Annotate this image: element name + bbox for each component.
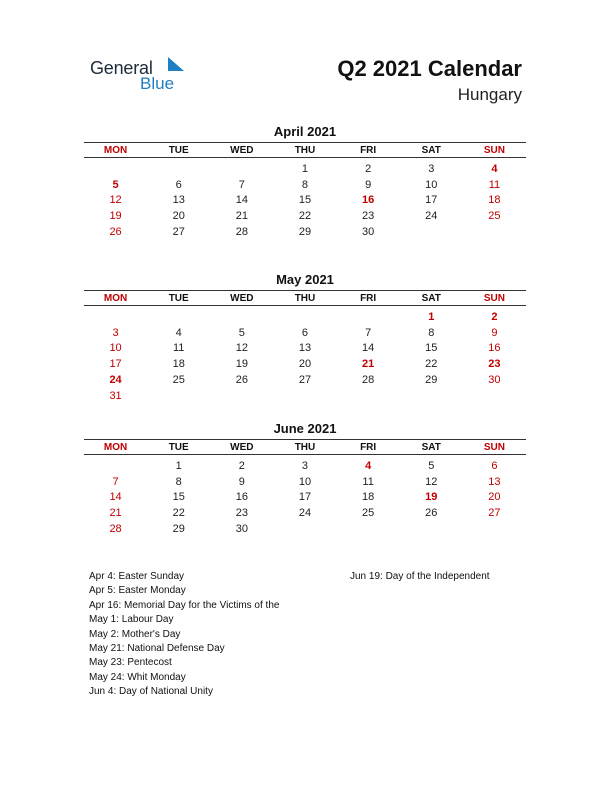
day-cell: 13: [298, 342, 312, 355]
weekday-header-sat: SAT: [421, 144, 441, 156]
weekday-header-fri: FRI: [360, 144, 377, 156]
day-cell: 11: [488, 178, 501, 191]
day-cell: 1: [301, 162, 309, 175]
day-cell: 23: [362, 210, 375, 223]
day-cell: 15: [425, 342, 438, 355]
weekday-header-tue: TUE: [168, 441, 189, 453]
day-cell: 20: [172, 210, 185, 223]
holiday-entry: Jun 4: Day of National Unity: [89, 686, 213, 698]
day-cell: 7: [112, 475, 119, 488]
day-cell: 8: [301, 178, 309, 191]
day-cell: 14: [109, 491, 122, 504]
day-cell: 1: [428, 310, 435, 323]
week-row: [84, 372, 526, 388]
day-cell: 12: [235, 342, 248, 355]
day-cell: 30: [235, 523, 248, 536]
weekday-header-wed: WED: [230, 292, 254, 304]
day-cell: 16: [488, 342, 501, 355]
week-row: [84, 356, 526, 372]
day-cell: 28: [109, 523, 122, 536]
day-cell: 24: [425, 210, 438, 223]
weekday-header-row: [84, 290, 526, 306]
holiday-entry: Jun 19: Day of the Independent: [350, 571, 490, 582]
day-cell: 7: [365, 326, 372, 339]
day-cell: 2: [491, 310, 498, 323]
day-cell: 26: [425, 507, 438, 520]
day-cell: 19: [425, 491, 438, 504]
holiday-entry: May 23: Pentecost: [89, 657, 172, 669]
weekday-header-thu: THU: [294, 144, 316, 156]
holiday-entry: Apr 5: Easter Monday: [89, 585, 186, 597]
day-cell: 29: [298, 226, 312, 239]
day-cell: 12: [425, 475, 438, 488]
weekday-header-thu: THU: [294, 441, 316, 453]
month-title: May 2021: [276, 272, 334, 287]
page-title: Q2 2021 Calendar: [337, 56, 522, 81]
day-cell: 22: [425, 358, 438, 371]
day-cell: 27: [172, 226, 185, 239]
week-row: [84, 193, 526, 209]
day-cell: 8: [428, 326, 435, 339]
weekday-header-sun: SUN: [483, 292, 505, 304]
day-cell: 6: [175, 178, 182, 191]
calendar-weeks: [84, 158, 526, 240]
day-cell: 14: [362, 342, 375, 355]
day-cell: 4: [491, 162, 498, 175]
month-april: [84, 124, 526, 240]
day-cell: 29: [425, 374, 438, 387]
weekday-header-wed: WED: [230, 144, 254, 156]
logo-blue-text: Blue: [140, 74, 175, 93]
day-cell: 12: [109, 194, 122, 207]
day-cell: 2: [238, 459, 245, 472]
weekday-header-tue: TUE: [168, 292, 189, 304]
logo-general-text: General: [90, 58, 153, 78]
day-cell: 25: [488, 210, 501, 223]
week-row: [84, 521, 526, 537]
day-cell: 17: [298, 491, 312, 504]
week-row: [84, 474, 526, 490]
day-cell: 15: [172, 491, 185, 504]
day-cell: 8: [175, 475, 182, 488]
week-row: [84, 388, 526, 404]
day-cell: 17: [425, 194, 438, 207]
logo-flag-icon: [168, 57, 184, 71]
day-cell: 10: [109, 342, 122, 355]
day-cell: 4: [365, 459, 372, 472]
weekday-header-thu: THU: [294, 292, 316, 304]
weekday-header-tue: TUE: [168, 144, 189, 156]
day-cell: 26: [109, 226, 122, 239]
holiday-entry: Apr 4: Easter Sunday: [89, 571, 185, 582]
weekday-header-sat: SAT: [421, 292, 441, 304]
day-cell: 14: [235, 194, 248, 207]
holiday-list-column-1: [89, 570, 334, 700]
day-cell: 5: [428, 459, 435, 472]
calendar-weeks: [84, 306, 526, 404]
day-cell: 27: [488, 507, 501, 520]
day-cell: 25: [362, 507, 375, 520]
day-cell: 9: [238, 475, 245, 488]
day-cell: 26: [235, 374, 248, 387]
day-cell: 18: [488, 194, 501, 207]
weekday-header-sun: SUN: [483, 441, 505, 453]
day-cell: 23: [235, 507, 248, 520]
day-cell: 5: [112, 178, 119, 191]
day-cell: 21: [109, 507, 122, 520]
day-cell: 9: [491, 326, 498, 339]
day-cell: 3: [301, 459, 309, 472]
day-cell: 16: [235, 491, 248, 504]
weekday-header-mon: MON: [103, 441, 128, 453]
month-may: [84, 272, 526, 404]
day-cell: 6: [301, 326, 309, 339]
day-cell: 31: [109, 389, 122, 402]
holiday-entry: May 1: Labour Day: [89, 614, 174, 626]
weekday-header-mon: MON: [103, 292, 128, 304]
day-cell: 21: [235, 210, 248, 223]
holiday-entry: Apr 16: Memorial Day for the Victims of the: [89, 599, 280, 611]
week-row: [84, 177, 526, 193]
day-cell: 28: [362, 374, 375, 387]
week-row: [84, 490, 526, 506]
day-cell: 20: [298, 358, 312, 371]
day-cell: 17: [109, 358, 122, 371]
day-cell: 11: [173, 342, 185, 355]
week-row: [84, 208, 526, 224]
month-title: April 2021: [273, 124, 337, 139]
week-row: [84, 505, 526, 521]
day-cell: 24: [109, 374, 122, 387]
day-cell: 19: [235, 358, 248, 371]
week-row: [84, 325, 526, 341]
day-cell: 10: [298, 475, 312, 488]
holiday-entry: May 2: Mother's Day: [89, 628, 181, 640]
week-row: [84, 309, 526, 325]
day-cell: 15: [298, 194, 312, 207]
day-cell: 1: [175, 459, 182, 472]
weekday-header-mon: MON: [103, 144, 128, 156]
day-cell: 21: [362, 358, 375, 371]
holiday-list-column-2: [350, 570, 530, 584]
month-june: [84, 421, 526, 537]
day-cell: 20: [488, 491, 501, 504]
day-cell: 13: [172, 194, 185, 207]
day-cell: 3: [428, 162, 435, 175]
day-cell: 22: [298, 210, 312, 223]
weekday-header-sat: SAT: [421, 441, 441, 453]
weekday-header-wed: WED: [230, 441, 254, 453]
day-cell: 22: [172, 507, 185, 520]
day-cell: 18: [362, 491, 375, 504]
day-cell: 7: [238, 178, 245, 191]
weekday-header-sun: SUN: [483, 144, 505, 156]
day-cell: 25: [172, 374, 185, 387]
day-cell: 11: [362, 475, 374, 488]
day-cell: 16: [362, 194, 375, 207]
holiday-entry: May 24: Whit Monday: [89, 671, 186, 683]
week-row: [84, 224, 526, 240]
calendar-weeks: [84, 455, 526, 537]
day-cell: 5: [238, 326, 245, 339]
day-cell: 6: [491, 459, 498, 472]
day-cell: 3: [112, 326, 119, 339]
day-cell: 18: [172, 358, 185, 371]
week-row: [84, 458, 526, 474]
holiday-entry: May 21: National Defense Day: [89, 643, 225, 655]
day-cell: 29: [172, 523, 185, 536]
day-cell: 9: [365, 178, 372, 191]
weekday-header-row: [84, 439, 526, 455]
day-cell: 2: [365, 162, 372, 175]
week-row: [84, 161, 526, 177]
day-cell: 10: [425, 178, 438, 191]
country-name: Hungary: [457, 85, 522, 104]
day-cell: 4: [175, 326, 182, 339]
day-cell: 23: [488, 358, 501, 371]
day-cell: 13: [488, 475, 501, 488]
generalblue-logo: [90, 56, 200, 96]
weekday-header-fri: FRI: [360, 292, 377, 304]
day-cell: 30: [362, 226, 375, 239]
weekday-header-row: [84, 142, 526, 158]
day-cell: 30: [488, 374, 501, 387]
weekday-header-fri: FRI: [360, 441, 377, 453]
month-title: June 2021: [273, 421, 337, 436]
day-cell: 24: [298, 507, 312, 520]
week-row: [84, 341, 526, 357]
day-cell: 28: [235, 226, 248, 239]
day-cell: 27: [298, 374, 312, 387]
day-cell: 19: [109, 210, 122, 223]
